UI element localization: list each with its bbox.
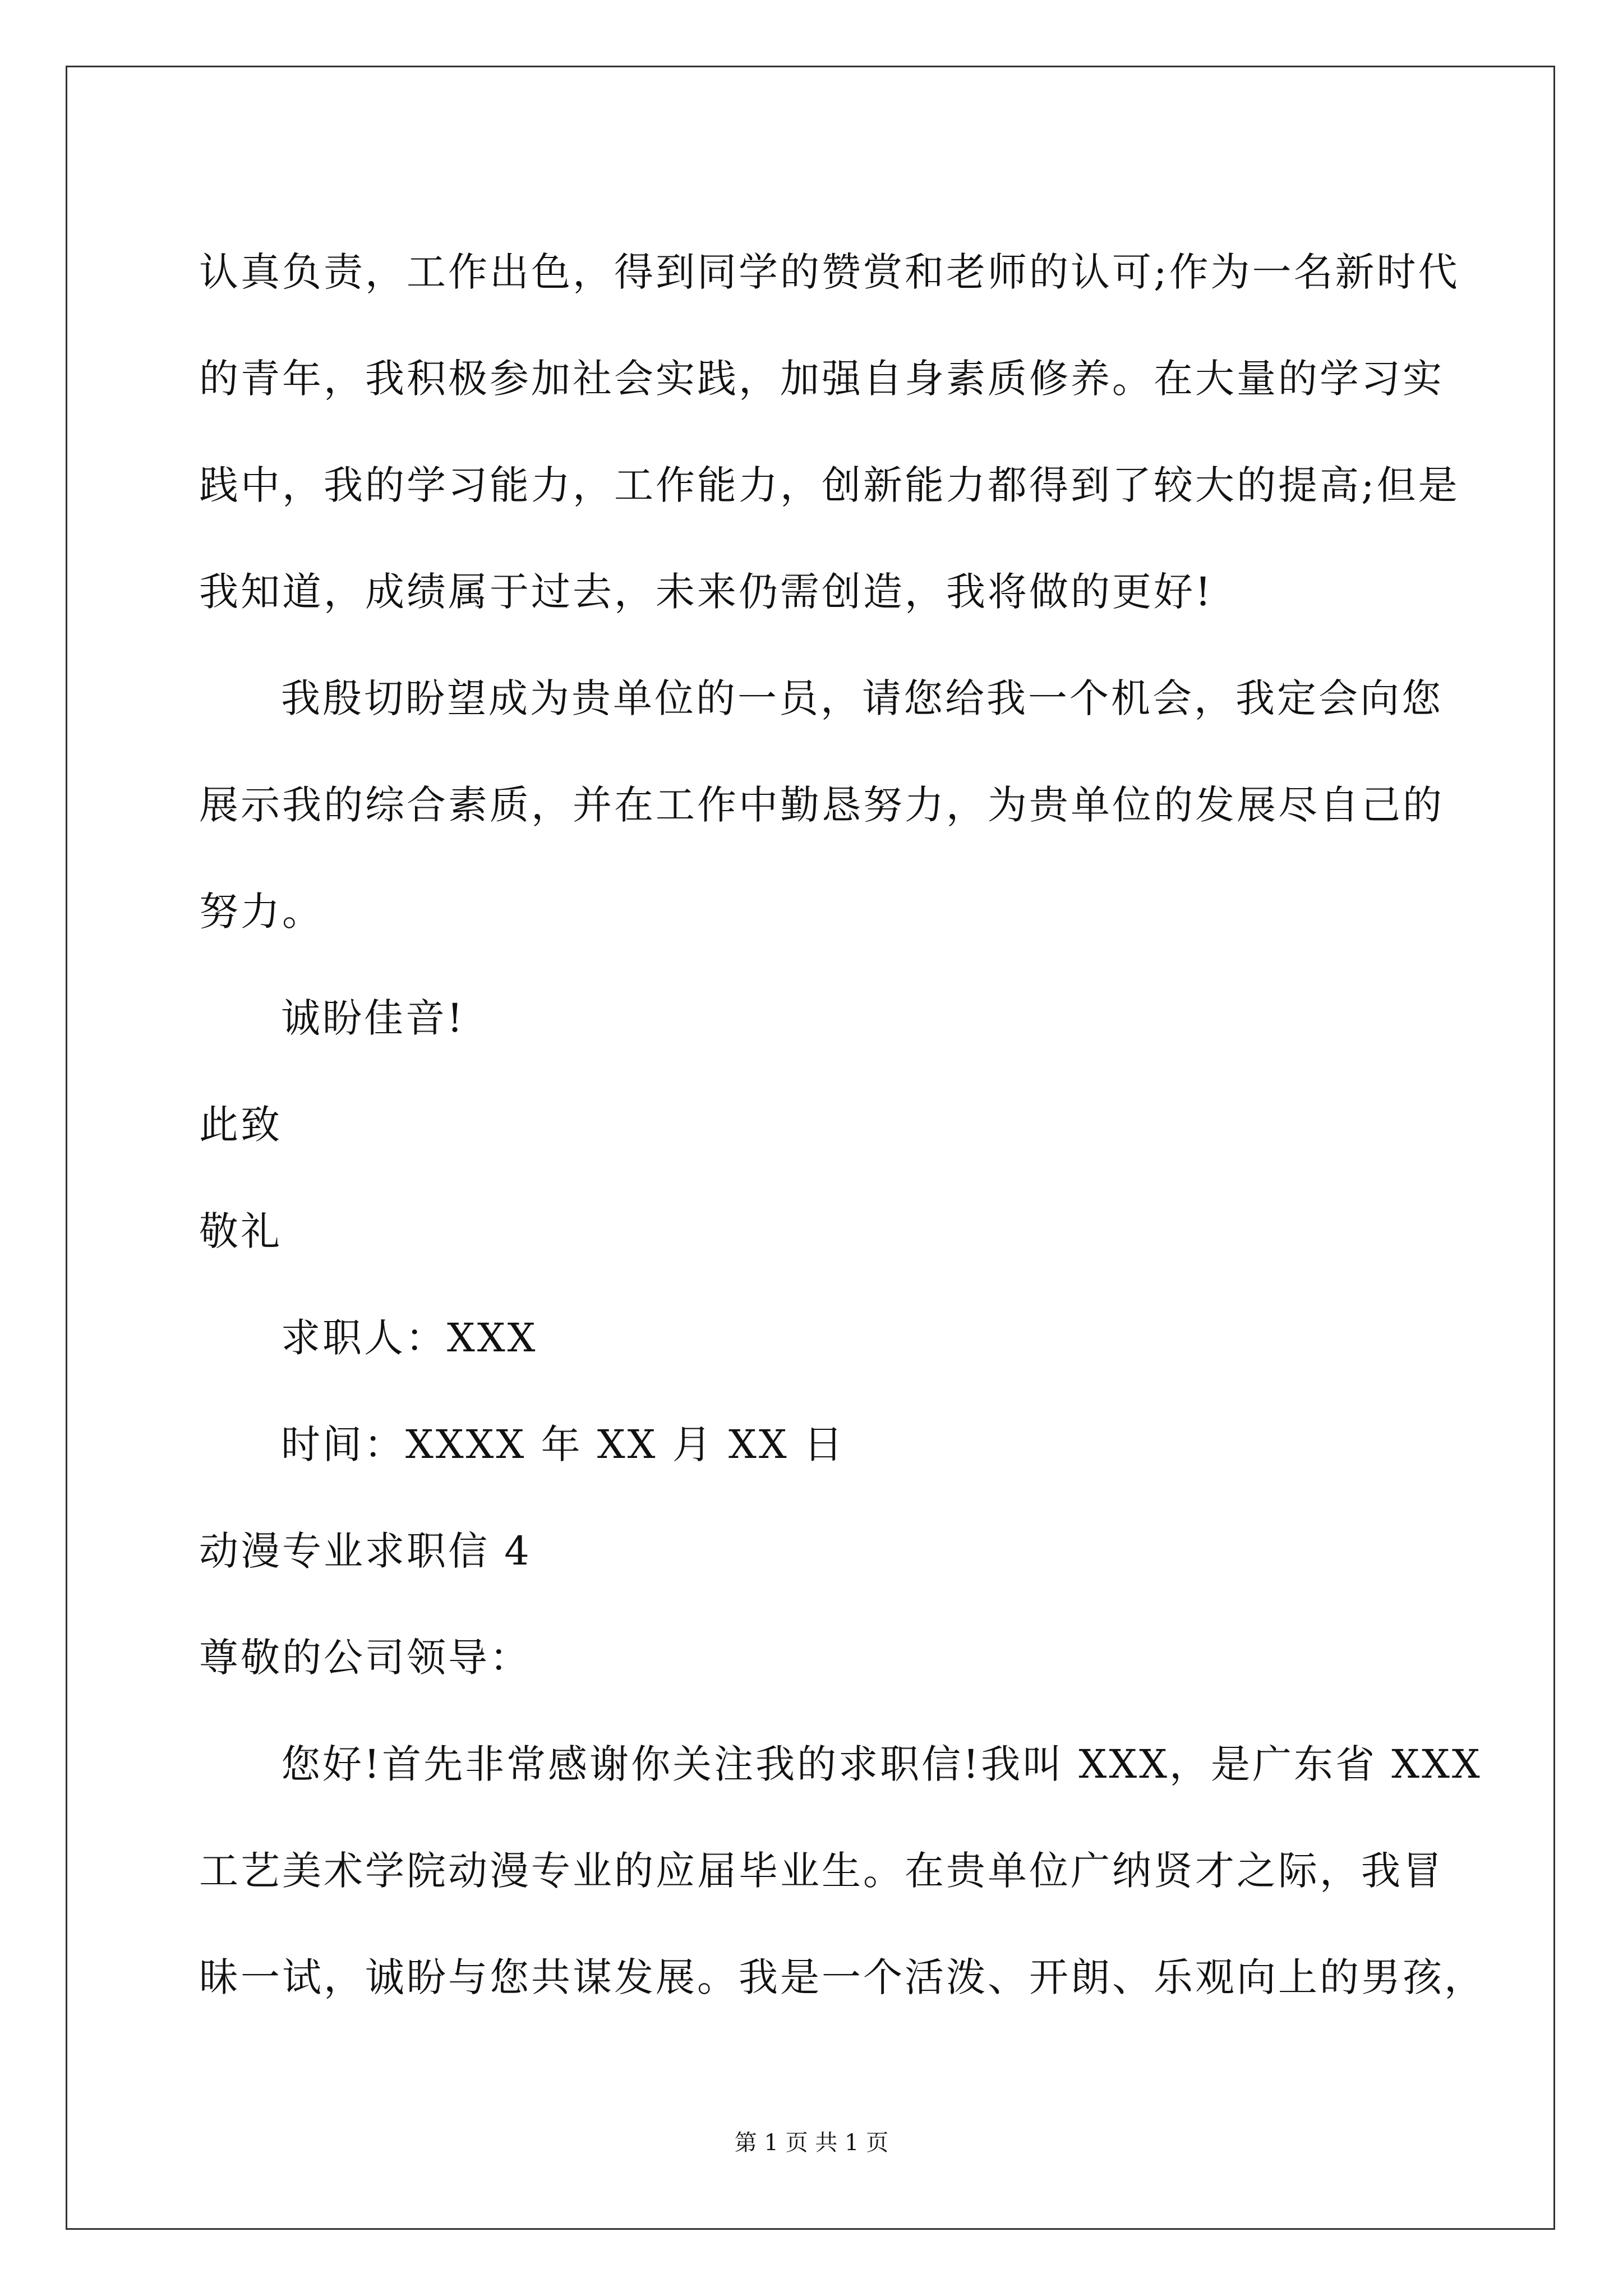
paragraph-line: 努力。 bbox=[199, 889, 324, 935]
paragraph-line: 我殷切盼望成为贵单位的一员，请您给我一个机会，我定会向您 bbox=[281, 675, 1443, 721]
paragraph-line: 工艺美术学院动漫专业的应届毕业生。在贵单位广纳贤才之际，我冒 bbox=[199, 1848, 1444, 1894]
section-heading: 动漫专业求职信 4 bbox=[199, 1528, 532, 1574]
paragraph-line: 您好!首先非常感谢你关注我的求职信!我叫 XXX，是广东省 XXX bbox=[281, 1741, 1482, 1787]
paragraph-line: 昧一试，诚盼与您共谋发展。我是一个活泼、开朗、乐观向上的男孩， bbox=[199, 1954, 1486, 2000]
paragraph-line: 我知道，成绩属于过去，未来仍需创造，我将做的更好! bbox=[199, 569, 1214, 615]
closing-wish: 诚盼佳音! bbox=[281, 995, 465, 1041]
date-line: 时间：XXXX 年 XX 月 XX 日 bbox=[281, 1421, 845, 1467]
salutation-regards: 敬礼 bbox=[199, 1208, 282, 1254]
salutation-closing: 此致 bbox=[199, 1102, 282, 1148]
document-body bbox=[199, 219, 1486, 2031]
paragraph-line: 认真负责，工作出色，得到同学的赞赏和老师的认可;作为一名新时代 bbox=[199, 249, 1460, 295]
paragraph-line: 的青年，我积极参加社会实践，加强自身素质修养。在大量的学习实 bbox=[199, 356, 1444, 402]
page-number-footer: 第 1 页 共 1 页 bbox=[734, 2130, 889, 2156]
letter-greeting: 尊敬的公司领导： bbox=[199, 1635, 531, 1681]
paragraph-line: 践中，我的学习能力，工作能力，创新能力都得到了较大的提高;但是 bbox=[199, 462, 1460, 508]
applicant-signature: 求职人：XXX bbox=[281, 1315, 538, 1361]
paragraph-line: 展示我的综合素质，并在工作中勤恳努力，为贵单位的发展尽自己的 bbox=[199, 782, 1444, 828]
